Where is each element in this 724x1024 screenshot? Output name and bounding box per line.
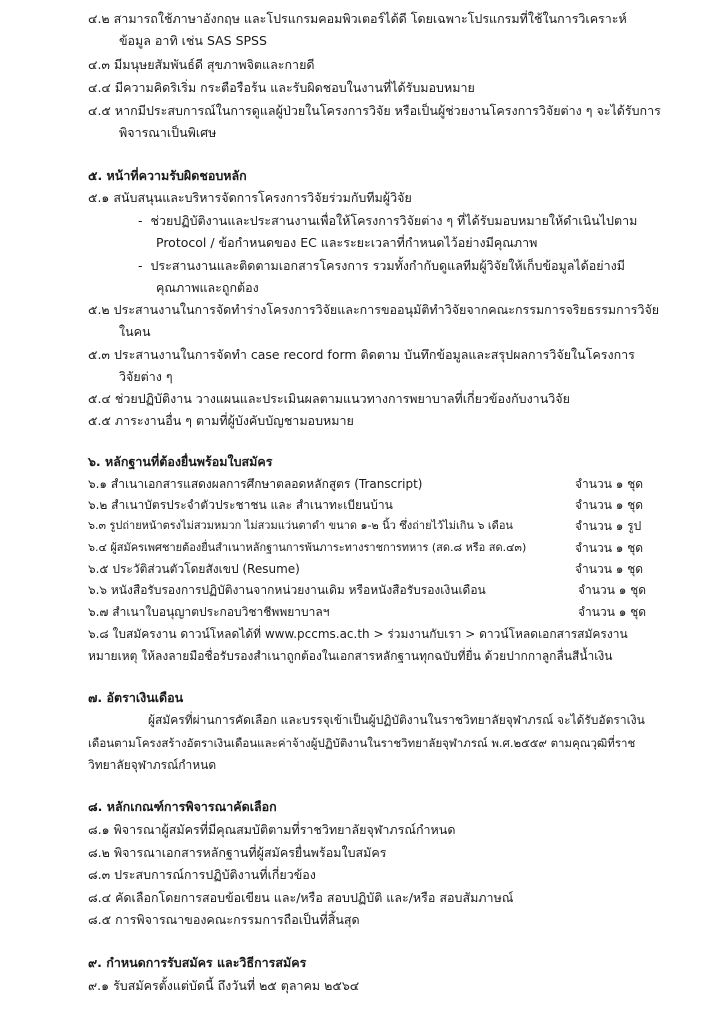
item-text: ในคน: [119, 324, 151, 339]
item-number: ๖.๖: [88, 583, 108, 597]
item-4-3: [88, 55, 315, 75]
item-number: ๖.๓: [88, 519, 106, 532]
item-text: ประสานงานในการจัดทำ case record form ติดตาม บันทึกข้อมูลและสรุปผลการวิจัยในโครงการ: [113, 347, 635, 362]
item-text: สามารถใช้ภาษาอังกฤษ และโปรแกรมคอมพิวเตอร์ได้ดี โดยเฉพาะโปรแกรมที่ใช้ในการวิเคราะห์: [113, 11, 627, 26]
item-text: รูปถ่ายหน้าตรงไม่สวมหมวก ไม่สวมแว่นตาดำ ขนาด ๑-๒ นิ้ว ซึ่งถ่ายไว้ไม่เกิน ๖ เดือน: [109, 519, 513, 532]
item-text: ประวัติส่วนตัวโดยสังเขป (Resume): [112, 562, 300, 576]
item-number: ๙.๑: [88, 978, 110, 993]
item-number: ๔.๕: [88, 103, 111, 118]
quantity-6-6: จำนวน ๑ ชุด: [578, 583, 647, 597]
item-6-6: [88, 580, 486, 600]
section-9-heading: ๙. กำหนดการรับสมัคร และวิธีการสมัคร: [88, 955, 307, 970]
item-text: ภาระงานอื่น ๆ ตามที่ผู้บังคับบัญชามอบหมาย: [114, 413, 354, 428]
item-text: ช่วยปฏิบัติงาน วางแผนและประเมินผลตามแนวทางการพยาบาลที่เกี่ยวข้องกับงานวิจัย: [114, 391, 570, 406]
item-number: ๘.๑: [88, 822, 110, 837]
item-number: ๕.๕: [88, 413, 111, 428]
item-6-7: [88, 602, 329, 622]
item-text: Protocol / ข้อกำหนดของ EC และระยะเวลาที่กำหนดไว้อย่างมีคุณภาพ: [156, 235, 538, 250]
item-6-5: [88, 559, 300, 579]
item-5-5: [88, 411, 354, 431]
item-text: มีมนุษยสัมพันธ์ดี สุขภาพจิตและกายดี: [113, 57, 315, 72]
item-text: การพิจารณาของคณะกรรมการถือเป็นที่สิ้นสุด: [115, 912, 360, 927]
item-text: พิจารณาเอกสารหลักฐานที่ผู้สมัครยื่นพร้อมใบสมัคร: [113, 845, 387, 860]
item-number: ๖.๑: [88, 477, 108, 491]
item-number: ๖.๗: [88, 605, 109, 619]
item-4-2: [88, 9, 627, 29]
item-number: ๖.๒: [88, 498, 108, 512]
item-text: ใบสมัครงาน ดาวน์โหลดได้ที่ www.pccms.ac.th > ร่วมงานกับเรา > ดาวน์โหลดเอกสารสมัครงาน: [112, 627, 628, 641]
item-text: สำเนาบัตรประจำตัวประชาชน และ สำเนาทะเบียนบ้าน: [111, 498, 393, 512]
item-text: สนับสนุนและบริหารจัดการโครงการวิจัยร่วมกับทีมผู้วิจัย: [113, 190, 412, 205]
item-text: สำเนาใบอนุญาตประกอบวิชาชีพพยาบาลฯ: [112, 605, 330, 619]
item-number: ๕.๓: [88, 347, 110, 362]
quantity-6-3: จำนวน ๑ รูป: [575, 519, 642, 533]
section-6-heading: ๖. หลักฐานที่ต้องยื่นพร้อมใบสมัคร: [88, 454, 273, 469]
item-text: ประสานงานและติดตามเอกสารโครงการ รวมทั้งกำกับดูแลทีมผู้วิจัยให้เก็บข้อมูลได้อย่างมี: [150, 258, 625, 273]
section-7-heading: ๗. อัตราเงินเดือน: [88, 690, 184, 705]
item-6-4: [88, 538, 526, 558]
item-text: ประสบการณ์การปฏิบัติงานที่เกี่ยวข้อง: [114, 867, 316, 882]
item-6-1: [88, 474, 422, 494]
quantity-6-2: จำนวน ๑ ชุด: [575, 498, 644, 512]
item-number: ๘.๒: [88, 845, 110, 860]
item-8-3: [88, 865, 316, 885]
item-number: ๔.๒: [88, 11, 110, 26]
item-text: หมายเหตุ ให้ลงลายมือชื่อรับรองสำเนาถูกต้องในเอกสารหลักฐานทุกฉบับที่ยื่น ด้วยปากกาลูกลื่นสีน้ำเงิน: [88, 649, 613, 663]
item-text: พิจารณาเป็นพิเศษ: [119, 125, 217, 140]
item-8-5: [88, 910, 360, 930]
item-text: สำเนาเอกสารแสดงผลการศึกษาตลอดหลักสูตร (Transcript): [110, 477, 423, 491]
item-4-2-cont: [119, 31, 267, 51]
bullet-5-1-b: [138, 256, 625, 276]
bullet-dash: -: [138, 258, 143, 273]
item-text: หากมีประสบการณ์ในการดูแลผู้ป่วยในโครงการวิจัย หรือเป็นผู้ช่วยงานโครงการวิจัยต่าง ๆ จะได้รับการ: [114, 103, 661, 118]
item-5-2: [88, 300, 659, 320]
item-number: ๖.๔: [88, 541, 107, 554]
item-text: ประสานงานในการจัดทำร่างโครงการวิจัยและการขออนุมัติทำวิจัยจากคณะกรรมการจริยธรรมการวิจัย: [113, 302, 660, 317]
quantity-6-5: จำนวน ๑ ชุด: [575, 562, 644, 576]
item-number: ๘.๓: [88, 867, 111, 882]
item-5-1: [88, 188, 412, 208]
section-8-heading: ๘. หลักเกณฑ์การพิจารณาคัดเลือก: [88, 799, 277, 814]
salary-paragraph-1: ผู้สมัครที่ผ่านการคัดเลือก และบรรจุเข้าเป็นผู้ปฏิบัติงานในราชวิทยาลัยจุฬาภรณ์ จะได้รับอัตราเงิน: [148, 713, 645, 727]
note-text: [88, 646, 612, 666]
item-4-5-cont: [119, 123, 216, 143]
item-text: หนังสือรับรองการปฏิบัติงานจากหน่วยงานเดิม หรือหนังสือรับรองเงินเดือน: [110, 583, 486, 597]
item-4-5: [88, 101, 661, 121]
item-text: ข้อมูล อาทิ เช่น SAS SPSS: [119, 33, 267, 48]
item-number: ๘.๕: [88, 912, 112, 927]
item-9-1: [88, 976, 359, 996]
item-8-1: [88, 820, 455, 840]
item-text: คุณภาพและถูกต้อง: [156, 280, 259, 295]
bullet-dash: -: [138, 213, 143, 228]
item-number: ๘.๔: [88, 890, 112, 905]
bullet-5-1-a: [138, 211, 637, 231]
item-text: ช่วยปฏิบัติงานและประสานงานเพื่อให้โครงการวิจัยต่าง ๆ ที่ได้รับมอบหมายให้ดำเนินไปตาม: [150, 213, 638, 228]
bullet-5-1-a-cont: [156, 233, 537, 253]
quantity-6-1: จำนวน ๑ ชุด: [575, 477, 644, 491]
item-number: ๖.๕: [88, 562, 109, 576]
item-number: ๕.๑: [88, 190, 110, 205]
item-8-2: [88, 843, 386, 863]
item-number: ๕.๔: [88, 391, 111, 406]
item-number: ๔.๓: [88, 57, 110, 72]
item-number: ๕.๒: [88, 302, 110, 317]
salary-paragraph-2: เดือนตามโครงสร้างอัตราเงินเดือนและค่าจ้างผู้ปฏิบัติงานในราชวิทยาลัยจุฬาภรณ์ พ.ศ.๒๕๕๙ ตามคุณวุฒิที่ราช: [88, 736, 636, 750]
item-text: วิจัยต่าง ๆ: [119, 369, 173, 384]
item-text: มีความคิดริเริ่ม กระตือรือร้น และรับผิดชอบในงานที่ได้รับมอบหมาย: [114, 80, 475, 95]
item-8-4: [88, 888, 513, 908]
item-text: ผู้สมัครเพศชายต้องยื่นสำเนาหลักฐานการพ้นภาระทางราชการทหาร (สด.๘ หรือ สด.๔๓): [110, 541, 527, 554]
item-5-3: [88, 345, 635, 365]
item-5-4: [88, 389, 570, 409]
item-text: พิจารณาผู้สมัครที่มีคุณสมบัติตามที่ราชวิทยาลัยจุฬาภรณ์กำหนด: [113, 822, 456, 837]
section-5-heading: ๕. หน้าที่ความรับผิดชอบหลัก: [88, 168, 247, 183]
item-4-4: [88, 78, 475, 98]
bullet-5-1-b-cont: [156, 278, 259, 298]
item-text: คัดเลือกโดยการสอบข้อเขียน และ/หรือ สอบปฏิบัติ และ/หรือ สอบสัมภาษณ์: [115, 890, 514, 905]
item-text: รับสมัครตั้งแต่บัดนี้ ถึงวันที่ ๒๕ ตุลาคม ๒๕๖๔: [113, 978, 360, 993]
quantity-6-7: จำนวน ๑ ชุด: [578, 605, 647, 619]
salary-paragraph-3: วิทยาลัยจุฬาภรณ์กำหนด: [88, 758, 217, 772]
item-5-3-cont: [119, 367, 173, 387]
item-5-2-cont: [119, 322, 151, 342]
item-number: ๖.๘: [88, 627, 109, 641]
item-6-8: [88, 624, 628, 644]
item-6-2: [88, 495, 393, 515]
item-number: ๔.๔: [88, 80, 111, 95]
item-6-3: [88, 516, 513, 536]
quantity-6-4: จำนวน ๑ ชุด: [575, 541, 644, 555]
